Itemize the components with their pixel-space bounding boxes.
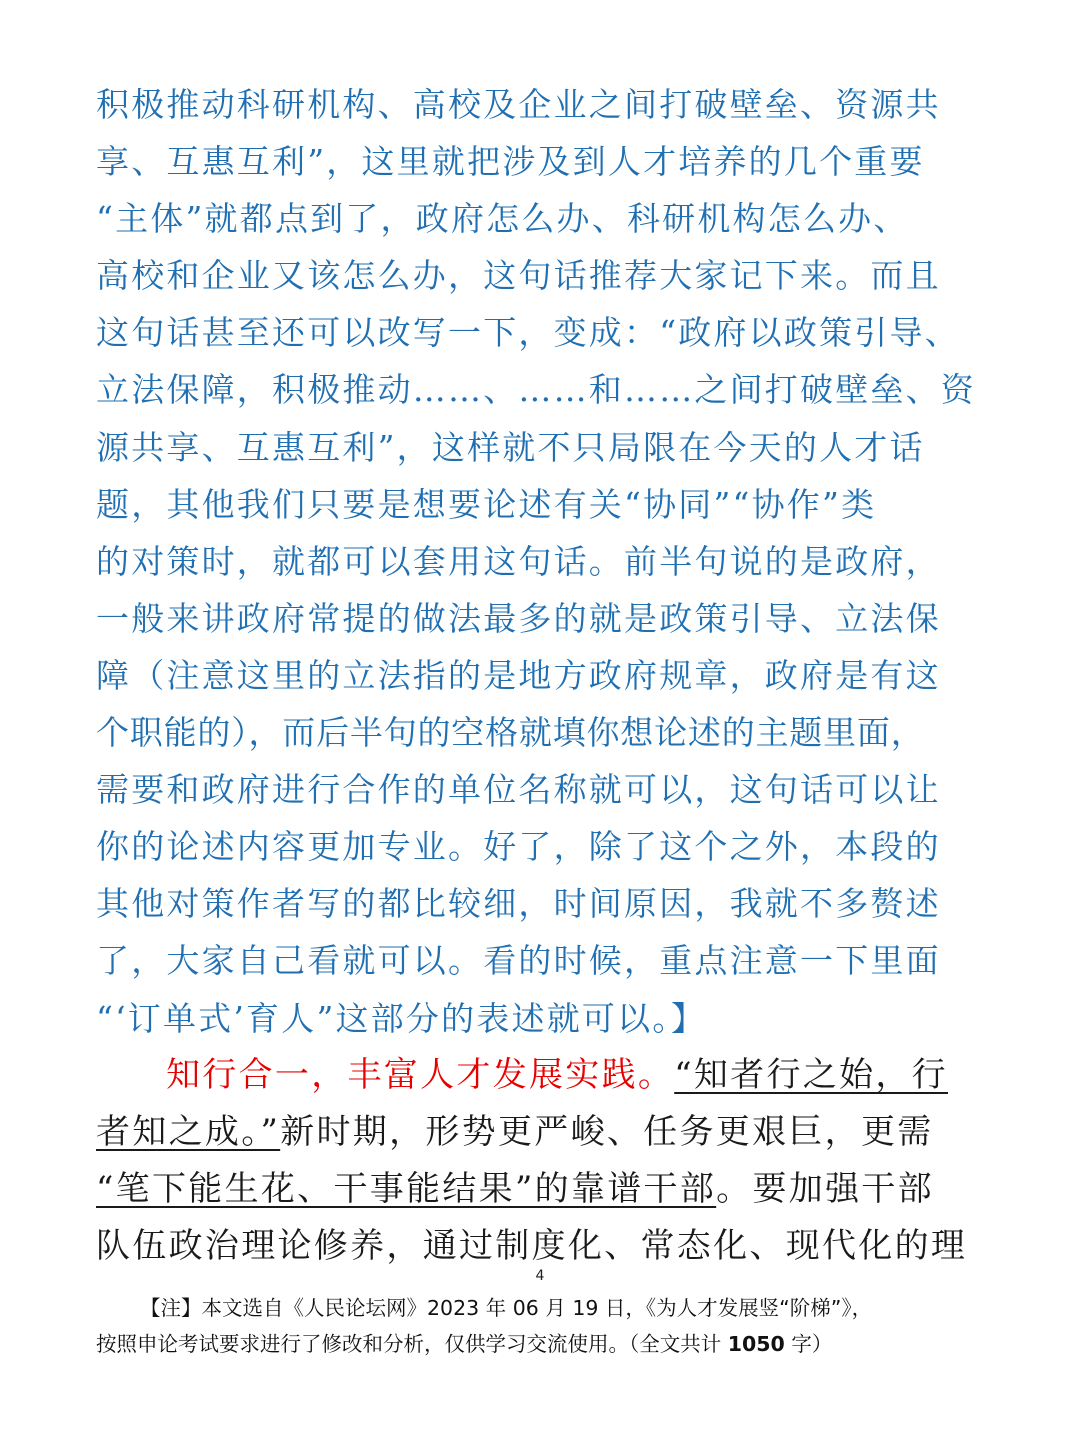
essay-line	[96, 1104, 996, 1161]
essay-text: 。要加强干部	[716, 1168, 934, 1209]
footnote	[96, 1290, 1016, 1362]
essay-text: 新时期，形势更严峻、任务更艰巨，更需	[280, 1111, 934, 1152]
commentary-line: 需要和政府进行合作的单位名称就可以，这句话可以让	[96, 770, 941, 810]
commentary-line: 你的论述内容更加专业。好了，除了这个之外，本段的	[96, 827, 941, 867]
commentary-line: 立法保障，积极推动……、……和……之间打破壁垒、资	[96, 370, 976, 410]
essay-underlined-phrase: “笔下能生花、干事能结果”的靠谱干部	[96, 1168, 717, 1209]
essay-quote: “知者行之始，行	[674, 1054, 948, 1095]
commentary-line: 源共享、互惠互利”，这样就不只局限在今天的人才话	[96, 427, 925, 467]
essay-heading: 知行合一，丰富人才发展实践。	[166, 1054, 675, 1095]
footnote-line: 【注】本文选自《人民论坛网》2023 年 06 月 19 日，《为人才发展竖“阶梯”》，	[140, 1296, 873, 1320]
body-text	[96, 76, 996, 1275]
commentary-line: 题，其他我们只要是想要论述有关“协同”“协作”类	[96, 484, 877, 524]
essay-line: 队伍政治理论修养，通过制度化、常态化、现代化的理	[96, 1225, 968, 1266]
essay-line	[96, 1047, 996, 1104]
commentary-line: 其他对策作者写的都比较细，时间原因，我就不多赘述	[96, 884, 941, 924]
commentary-line: 个职能的），而后半句的空格就填你想论述的主题里面，	[96, 713, 925, 753]
commentary-line: 享、互惠互利”，这里就把涉及到人才培养的几个重要	[96, 142, 925, 182]
footnote-text: 按照申论考试要求进行了修改和分析，仅供学习交流使用。（全文共计	[96, 1332, 728, 1356]
commentary-line: 积极推动科研机构、高校及企业之间打破壁垒、资源共	[96, 85, 941, 124]
essay-quote: 者知之成。”	[96, 1111, 281, 1152]
commentary-line: “‘订单式’育人”这部分的表述就可以。】	[96, 998, 707, 1038]
commentary-line: 了，大家自己看就可以。看的时候，重点注意一下里面	[96, 941, 941, 981]
page-number: 4	[535, 1268, 545, 1284]
footnote-text: 字）	[784, 1332, 833, 1356]
commentary-line: 这句话甚至还可以改写一下，变成：“政府以政策引导、	[96, 313, 960, 353]
commentary-line: “主体”就都点到了，政府怎么办、科研机构怎么办、	[96, 199, 909, 239]
commentary-line: 高校和企业又该怎么办，这句话推荐大家记下来。而且	[96, 256, 941, 296]
footnote-line	[96, 1326, 1016, 1362]
commentary-line: 的对策时，就都可以套用这句话。前半句说的是政府，	[96, 541, 941, 581]
commentary-line: 一般来讲政府常提的做法最多的就是政策引导、立法保	[96, 598, 941, 638]
commentary-line: 障（注意这里的立法指的是地方政府规章，政府是有这	[96, 655, 941, 695]
word-count: 1050	[727, 1332, 785, 1356]
essay-line	[96, 1161, 996, 1218]
